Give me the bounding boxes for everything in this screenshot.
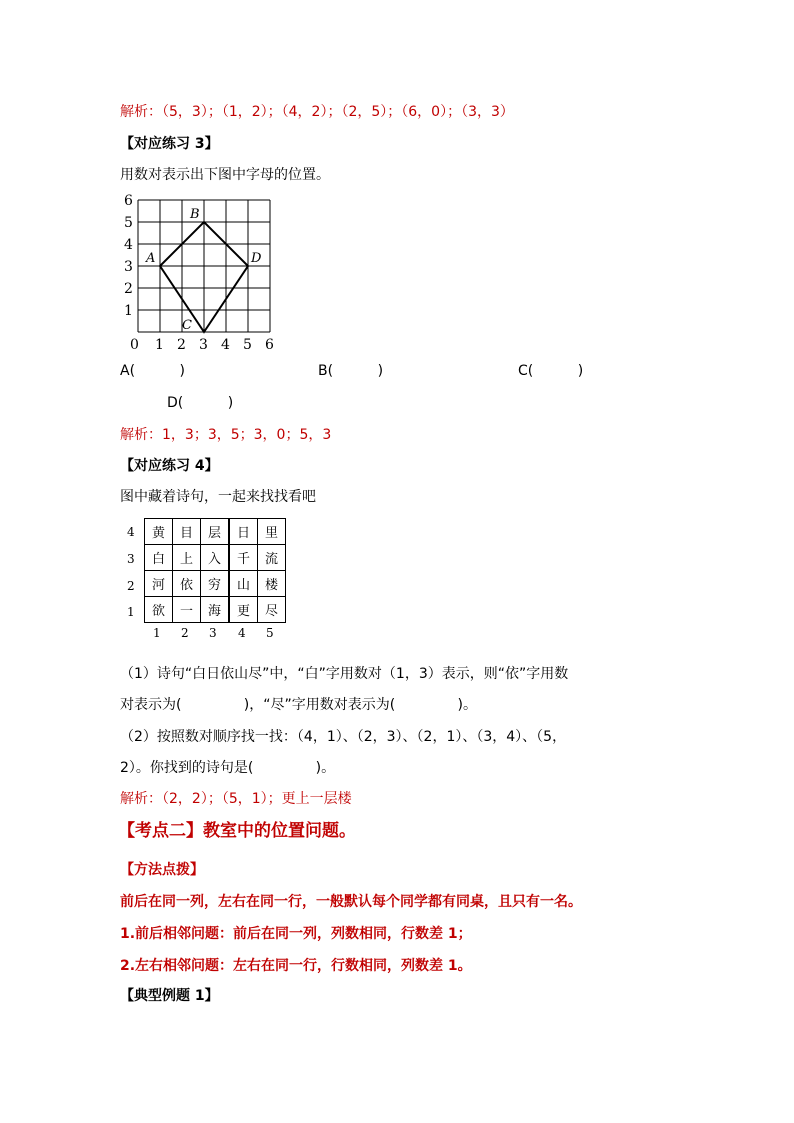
row-label-4: 4 bbox=[127, 525, 135, 539]
row-label-3: 3 bbox=[127, 552, 135, 566]
x-label-5: 5 bbox=[243, 337, 252, 353]
grid-cell: 白 bbox=[145, 545, 173, 571]
col-label-5: 5 bbox=[266, 626, 274, 640]
grid-row bbox=[145, 519, 286, 545]
exercise-3-prompt: 用数对表示出下图中字母的位置。 bbox=[120, 167, 330, 183]
col-label-4: 4 bbox=[238, 626, 246, 640]
exercise-3-answer: 解析：1，3；3，5；3，0；5，3 bbox=[120, 427, 332, 443]
point-label-a: A bbox=[146, 251, 156, 266]
grid-cell: 山 bbox=[229, 571, 258, 597]
exercise-4-answer: 解析：（2，2）；（5，1）；更上一层楼 bbox=[120, 791, 352, 807]
answer-line-1: 解析：（5，3）；（1，2）；（4，2）；（2，5）；（6，0）；（3，3） bbox=[120, 104, 514, 120]
grid-row bbox=[145, 597, 286, 623]
point-label-b: B bbox=[190, 207, 200, 222]
grid-cell: 穷 bbox=[201, 571, 230, 597]
grid-cell: 黄 bbox=[145, 519, 173, 545]
question-2-line-1: （2）按照数对顺序找一找：（4，1）、（2，3）、（2，1）、（3，4）、（5， bbox=[120, 729, 567, 745]
blank-d: D( ) bbox=[167, 395, 234, 411]
grid-cell: 一 bbox=[173, 597, 201, 623]
col-label-2: 2 bbox=[181, 626, 189, 640]
y-label-3: 3 bbox=[124, 259, 133, 275]
method-point-1: 1.前后相邻问题：前后在同一列，列数相同，行数差 1； bbox=[120, 926, 472, 942]
grid-row bbox=[145, 545, 286, 571]
grid-cell: 楼 bbox=[258, 571, 286, 597]
y-label-4: 4 bbox=[124, 237, 133, 253]
grid-cell: 欲 bbox=[145, 597, 173, 623]
exercise-3-title: 【对应练习 3】 bbox=[120, 136, 219, 152]
grid-cell: 海 bbox=[201, 597, 230, 623]
blank-b: B( ) bbox=[318, 363, 384, 379]
x-label-1: 1 bbox=[155, 337, 164, 353]
section-2-heading: 【考点二】教室中的位置问题。 bbox=[118, 821, 356, 841]
example-1-title: 【典型例题 1】 bbox=[120, 988, 219, 1004]
method-text: 前后在同一列，左右在同一行，一般默认每个同学都有同桌，且只有一名。 bbox=[120, 894, 582, 910]
y-label-5: 5 bbox=[124, 215, 133, 231]
grid-cell: 河 bbox=[145, 571, 173, 597]
x-label-3: 3 bbox=[199, 337, 208, 353]
point-label-c: C bbox=[182, 318, 192, 333]
blank-a: A( ) bbox=[120, 363, 186, 379]
coordinate-grid-figure bbox=[118, 192, 288, 357]
y-label-6: 6 bbox=[124, 193, 133, 209]
exercise-4-prompt: 图中藏着诗句，一起来找找看吧 bbox=[120, 489, 316, 505]
question-1-line-2: 对表示为( )，“尽”字用数对表示为( )。 bbox=[120, 697, 477, 713]
grid-cell: 里 bbox=[258, 519, 286, 545]
grid-cell: 入 bbox=[201, 545, 230, 571]
y-label-2: 2 bbox=[124, 281, 133, 297]
x-label-2: 2 bbox=[177, 337, 186, 353]
poem-grid bbox=[144, 518, 286, 623]
exercise-4-title: 【对应练习 4】 bbox=[120, 458, 219, 474]
grid-row bbox=[145, 571, 286, 597]
row-label-2: 2 bbox=[127, 579, 135, 593]
x-label-6: 6 bbox=[265, 337, 274, 353]
grid-cell: 尽 bbox=[258, 597, 286, 623]
grid-cell: 千 bbox=[229, 545, 258, 571]
grid-cell: 日 bbox=[229, 519, 258, 545]
question-1-line-1: （1）诗句“白日依山尽”中，“白”字用数对（1，3）表示，则“依”字用数 bbox=[120, 666, 569, 682]
blank-c: C( ) bbox=[518, 363, 584, 379]
grid-cell: 依 bbox=[173, 571, 201, 597]
grid-cell: 目 bbox=[173, 519, 201, 545]
method-title: 【方法点拨】 bbox=[120, 862, 204, 878]
grid-cell: 流 bbox=[258, 545, 286, 571]
grid-cell: 层 bbox=[201, 519, 230, 545]
col-label-3: 3 bbox=[209, 626, 217, 640]
grid-cell: 上 bbox=[173, 545, 201, 571]
question-2-line-2: 2）。你找到的诗句是( )。 bbox=[120, 760, 336, 776]
method-point-2: 2.左右相邻问题：左右在同一行，行数相同，列数差 1。 bbox=[120, 958, 472, 974]
x-label-0: 0 bbox=[130, 337, 139, 353]
col-label-1: 1 bbox=[153, 626, 161, 640]
point-label-d: D bbox=[251, 251, 262, 266]
y-label-1: 1 bbox=[124, 303, 133, 319]
row-label-1: 1 bbox=[127, 605, 135, 619]
x-label-4: 4 bbox=[221, 337, 230, 353]
grid-cell: 更 bbox=[229, 597, 258, 623]
